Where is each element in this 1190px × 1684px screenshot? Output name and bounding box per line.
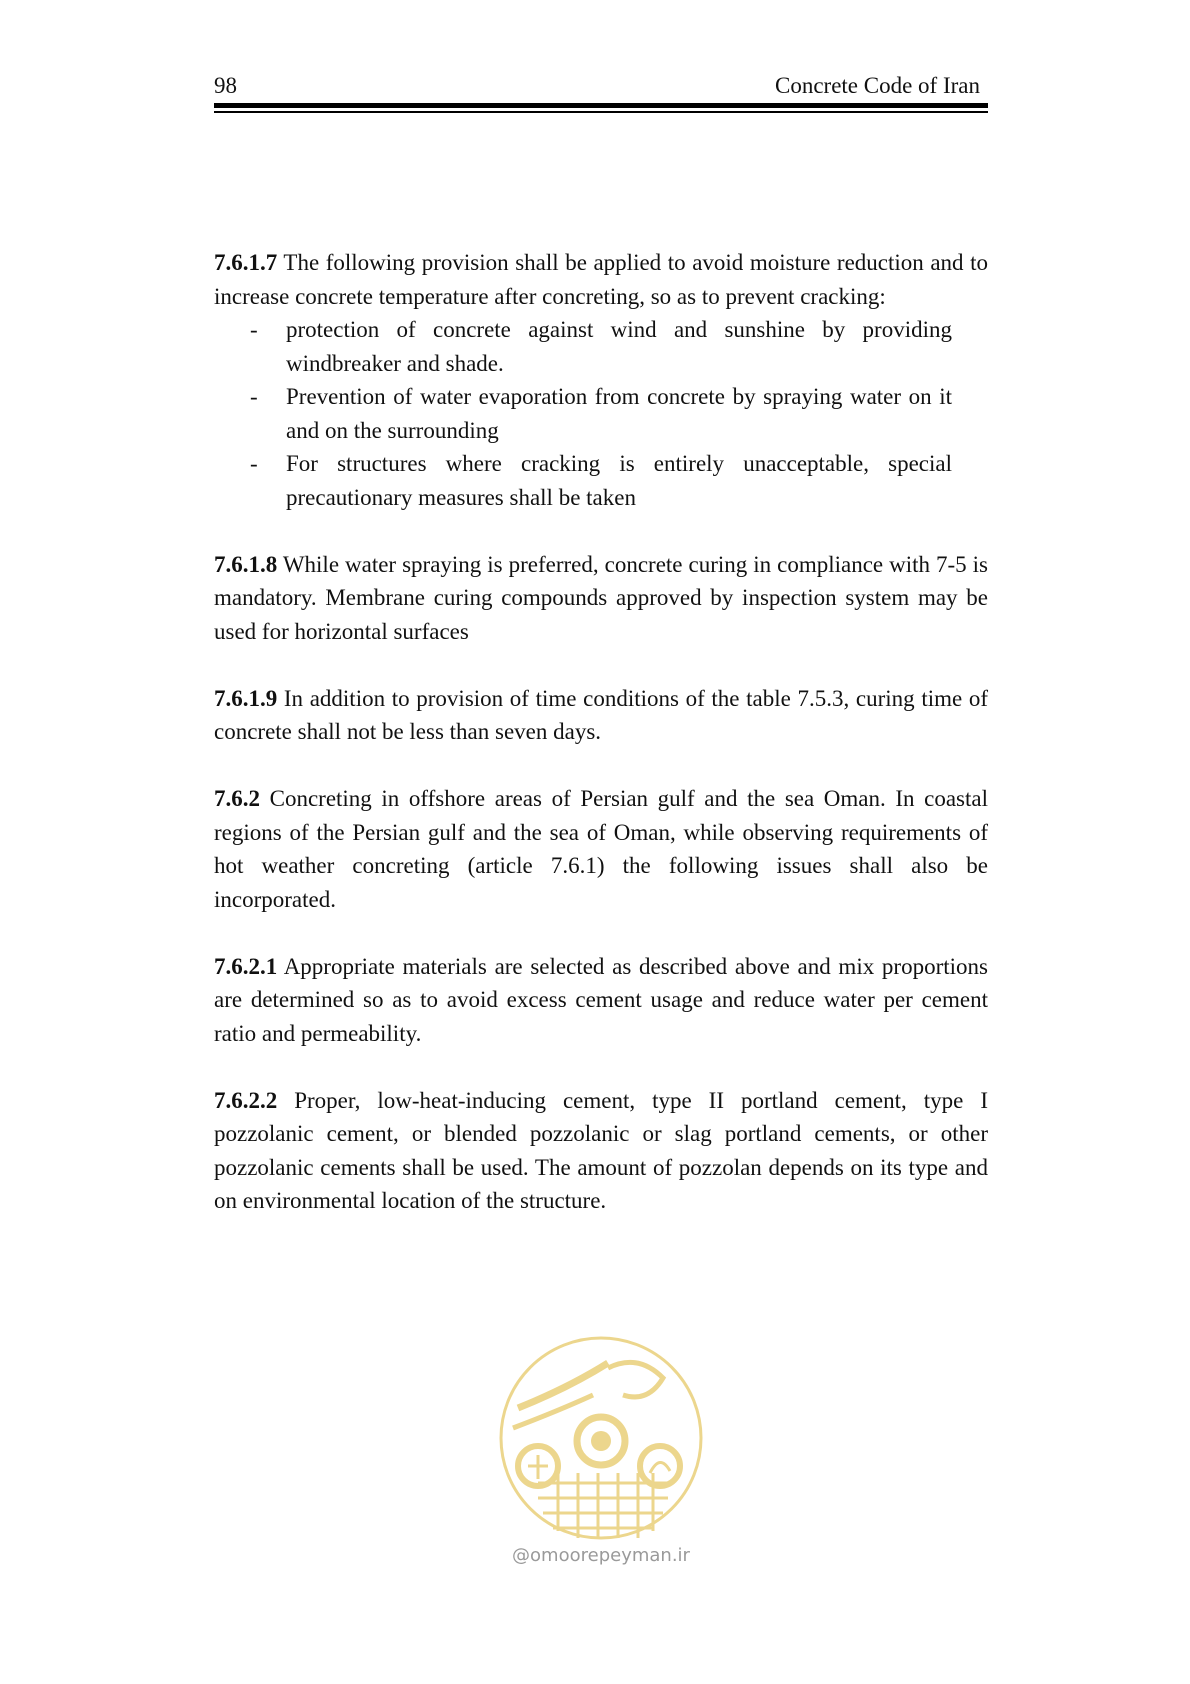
section-7-6-2-2 (214, 1084, 988, 1218)
list-item-text: protection of concrete against wind and sunshine by providing windbreaker and shade. (286, 317, 952, 376)
watermark-site-text: @omoorepeyman.ir (512, 1545, 690, 1566)
section-text: Appropriate materials are selected as described above and mix proportions are determined so as to avoid excess cement usage and reduce water per cement ratio and permeability. (214, 953, 988, 1046)
page-body (214, 246, 988, 1251)
watermark-seal-icon (488, 1333, 714, 1543)
section-number: 7.6.2.2 (214, 1087, 278, 1113)
list-item (214, 447, 952, 514)
header-rule-thick (214, 103, 988, 108)
page-number: 98 (214, 73, 237, 98)
dash-marker: - (250, 384, 258, 409)
section-number: 7.6.2 (214, 786, 260, 811)
list-item (214, 313, 952, 380)
running-title: Concrete Code of Iran (774, 73, 980, 98)
watermark-logo (488, 1333, 714, 1577)
list-item (214, 380, 952, 447)
section-7-6-2-1 (214, 950, 988, 1051)
section-number: 7.6.1.7 (214, 250, 278, 275)
provision-list (214, 313, 988, 514)
section-text: In addition to provision of time conditions of the table 7.5.3, curing time of concrete shall not be less than seven days. (214, 685, 988, 744)
section-7-6-1-8 (214, 548, 988, 649)
dash-marker: - (250, 451, 258, 476)
section-text: Concreting in offshore areas of Persian gulf and the sea Oman. In coastal regions of the Persian gulf and the sea of Oman, while observing requirements of hot weather concreting (article 7.6.1) the following issues shall also be incorporated. (214, 786, 988, 912)
section-number: 7.6.1.9 (214, 685, 278, 711)
section-7-6-2 (214, 782, 988, 916)
section-7-6-1-9 (214, 682, 988, 749)
section-number: 7.6.1.8 (214, 551, 278, 577)
section-text: The following provision shall be applied to avoid moisture reduction and to increase concrete temperature after concreting, so as to prevent cracking: (214, 250, 988, 309)
list-item-text: For structures where cracking is entirely unacceptable, special precautionary measures shall be taken (286, 451, 952, 510)
section-text: While water spraying is preferred, concrete curing in compliance with 7-5 is mandatory. Membrane curing compounds approved by inspection system may be used for horizontal surfaces (214, 551, 988, 644)
section-number: 7.6.2.1 (214, 953, 278, 979)
section-7-6-1-7 (214, 246, 988, 313)
page-header (214, 70, 988, 116)
section-text: Proper, low-heat-inducing cement, type II portland cement, type I pozzolanic cement, or blended pozzolanic or slag portland cements, or other pozzolanic cements shall be used. The amount of pozzolan depends on its type and on environmental location of the structure. (214, 1087, 988, 1213)
list-item-text: Prevention of water evaporation from concrete by spraying water on it and on the surrounding (286, 384, 952, 443)
dash-marker: - (250, 317, 258, 342)
header-rule-thin (214, 111, 988, 113)
